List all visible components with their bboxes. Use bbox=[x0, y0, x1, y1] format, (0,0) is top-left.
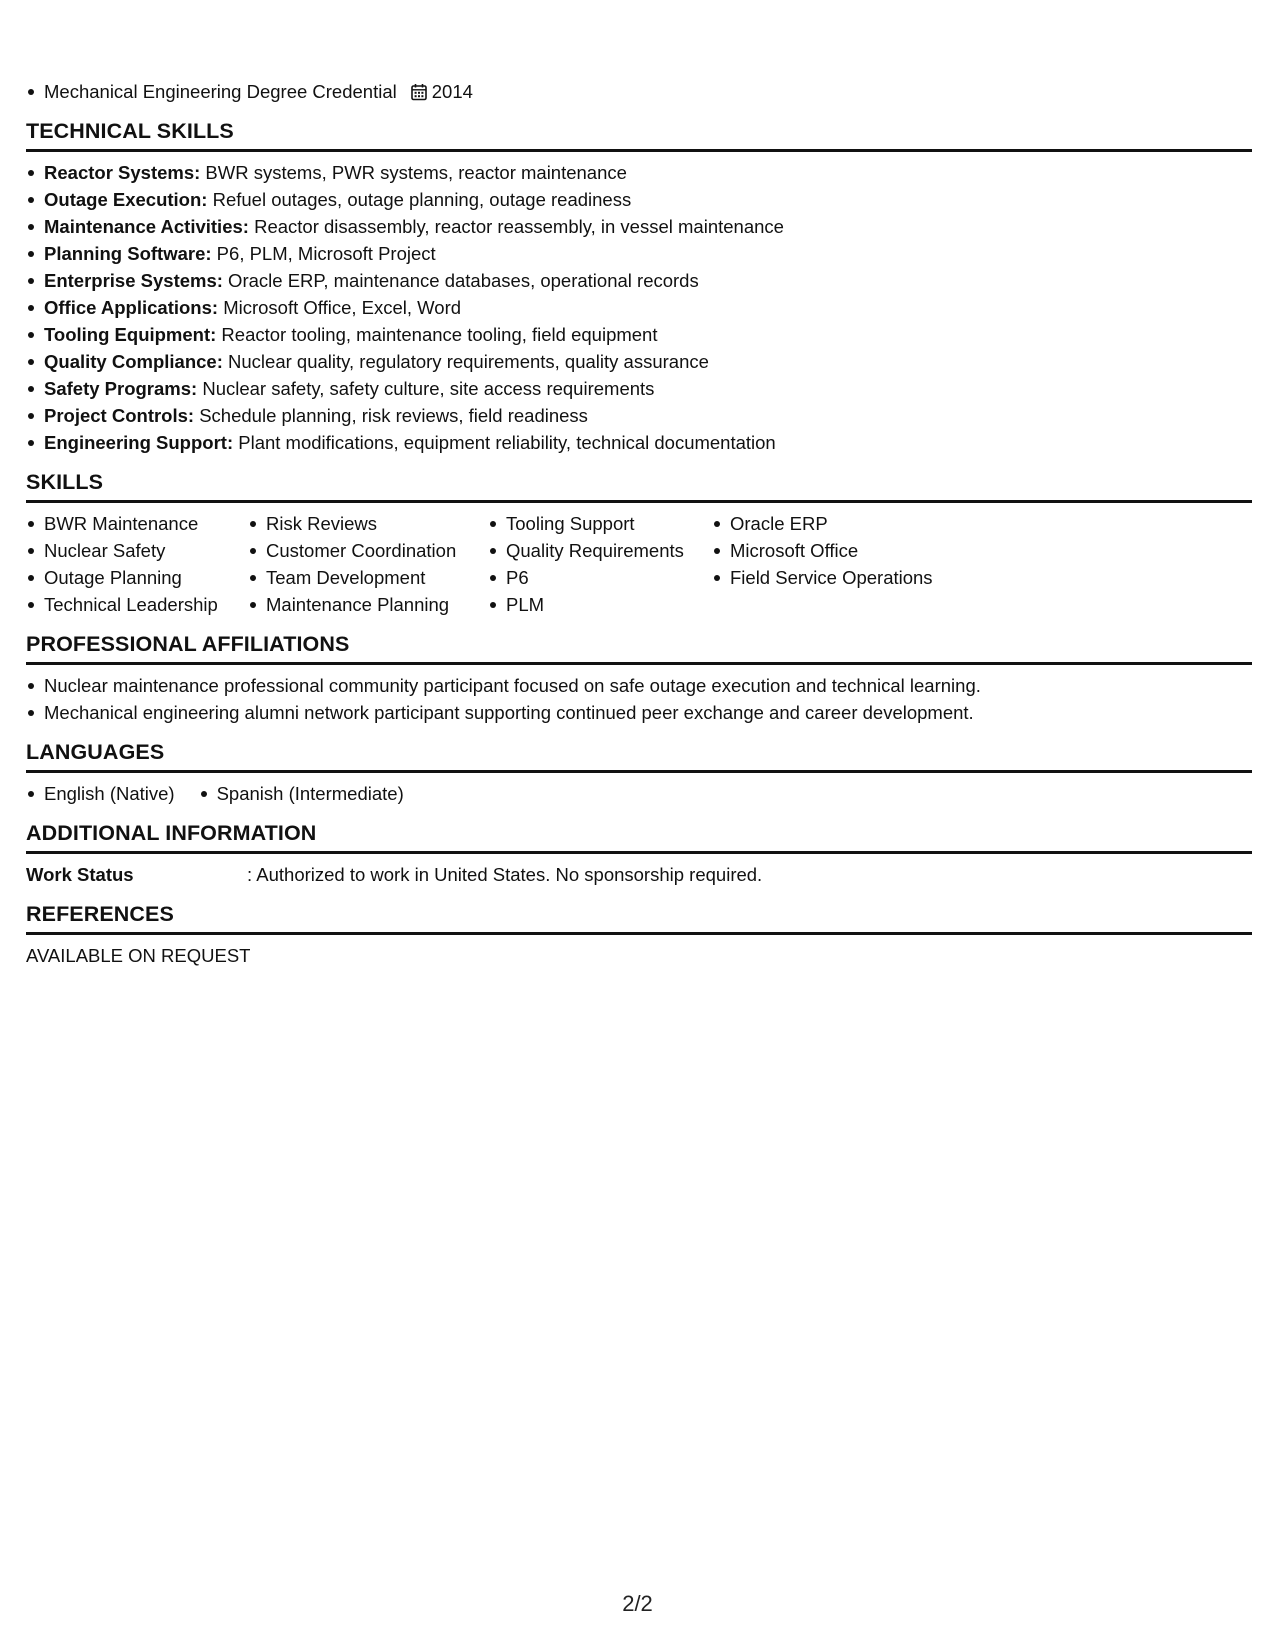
skill-item: Team Development bbox=[248, 564, 466, 591]
technical-skill-item bbox=[26, 348, 1252, 375]
technical-skill-label: Maintenance Activities: bbox=[44, 216, 249, 237]
technical-skill-item bbox=[26, 267, 1252, 294]
technical-skill-label: Tooling Equipment: bbox=[44, 324, 217, 345]
technical-skill-item bbox=[26, 402, 1252, 429]
skill-item: Field Service Operations bbox=[712, 564, 933, 591]
skill-item: Risk Reviews bbox=[248, 510, 466, 537]
additional-info-heading: ADDITIONAL INFORMATION bbox=[26, 819, 1252, 854]
affiliation-item: Nuclear maintenance professional community participant focused on safe outage execution and technical learning. bbox=[26, 672, 1252, 699]
technical-skill-label: Planning Software: bbox=[44, 243, 212, 264]
technical-skill-label: Reactor Systems: bbox=[44, 162, 201, 183]
technical-skill-item bbox=[26, 240, 1252, 267]
skill-item: Maintenance Planning bbox=[248, 591, 466, 618]
skill-item: Nuclear Safety bbox=[26, 537, 226, 564]
technical-skill-value: Nuclear safety, safety culture, site access requirements bbox=[197, 378, 655, 399]
skill-item: Customer Coordination bbox=[248, 537, 466, 564]
skills-column bbox=[26, 510, 226, 618]
work-status-value: : Authorized to work in United States. No sponsorship required. bbox=[247, 864, 763, 885]
technical-skill-value: Microsoft Office, Excel, Word bbox=[218, 297, 462, 318]
education-year: 2014 bbox=[431, 81, 473, 102]
education-credential: Mechanical Engineering Degree Credential bbox=[44, 81, 397, 102]
technical-skill-item bbox=[26, 375, 1252, 402]
skill-item: P6 bbox=[488, 564, 690, 591]
languages-list bbox=[26, 780, 1252, 807]
technical-skills-section bbox=[26, 117, 1252, 456]
education-date bbox=[410, 78, 473, 105]
education-list bbox=[26, 78, 1252, 105]
skill-item: Quality Requirements bbox=[488, 537, 690, 564]
technical-skill-item bbox=[26, 321, 1252, 348]
skill-item: BWR Maintenance bbox=[26, 510, 226, 537]
technical-skill-value: BWR systems, PWR systems, reactor maintenance bbox=[200, 162, 627, 183]
calendar-icon bbox=[410, 83, 428, 101]
affiliations-list bbox=[26, 672, 1252, 726]
education-item bbox=[26, 78, 1252, 105]
skills-heading: SKILLS bbox=[26, 468, 1252, 503]
page-number: 2/2 bbox=[622, 1591, 653, 1616]
references-heading: REFERENCES bbox=[26, 900, 1252, 935]
languages-heading: LANGUAGES bbox=[26, 738, 1252, 773]
skill-item: Oracle ERP bbox=[712, 510, 933, 537]
references-section bbox=[26, 900, 1252, 969]
technical-skill-value: Reactor disassembly, reactor reassembly, in vessel maintenance bbox=[248, 216, 784, 237]
skill-item: Microsoft Office bbox=[712, 537, 933, 564]
technical-skill-label: Outage Execution: bbox=[44, 189, 208, 210]
technical-skill-value: Oracle ERP, maintenance databases, operational records bbox=[222, 270, 699, 291]
technical-skills-heading: TECHNICAL SKILLS bbox=[26, 117, 1252, 152]
technical-skill-label: Enterprise Systems: bbox=[44, 270, 223, 291]
technical-skill-item bbox=[26, 294, 1252, 321]
language-item: Spanish (Intermediate) bbox=[199, 780, 404, 807]
work-status-row bbox=[26, 861, 1252, 888]
skills-column bbox=[488, 510, 690, 618]
technical-skill-item bbox=[26, 429, 1252, 456]
resume-page bbox=[26, 78, 1252, 969]
technical-skill-item bbox=[26, 159, 1252, 186]
technical-skill-item bbox=[26, 213, 1252, 240]
technical-skill-label: Project Controls: bbox=[44, 405, 195, 426]
skills-column bbox=[712, 510, 933, 618]
technical-skill-label: Quality Compliance: bbox=[44, 351, 223, 372]
technical-skill-value: Refuel outages, outage planning, outage readiness bbox=[207, 189, 632, 210]
technical-skills-list bbox=[26, 159, 1252, 456]
technical-skill-value: Nuclear quality, regulatory requirements, quality assurance bbox=[222, 351, 709, 372]
languages-section bbox=[26, 738, 1252, 807]
technical-skill-item bbox=[26, 186, 1252, 213]
skill-item: Technical Leadership bbox=[26, 591, 226, 618]
skills-section bbox=[26, 468, 1252, 618]
skills-column bbox=[248, 510, 466, 618]
additional-info-section bbox=[26, 819, 1252, 888]
technical-skill-label: Engineering Support: bbox=[44, 432, 234, 453]
affiliation-item: Mechanical engineering alumni network participant supporting continued peer exchange and career development. bbox=[26, 699, 1252, 726]
skills-grid bbox=[26, 510, 1252, 618]
skill-item: Outage Planning bbox=[26, 564, 226, 591]
language-item: English (Native) bbox=[26, 780, 175, 807]
affiliations-heading: PROFESSIONAL AFFILIATIONS bbox=[26, 630, 1252, 665]
work-status-label: Work Status bbox=[26, 864, 134, 885]
technical-skill-label: Office Applications: bbox=[44, 297, 219, 318]
technical-skill-label: Safety Programs: bbox=[44, 378, 198, 399]
skill-item: PLM bbox=[488, 591, 690, 618]
technical-skill-value: Plant modifications, equipment reliability, technical documentation bbox=[233, 432, 776, 453]
technical-skill-value: Schedule planning, risk reviews, field readiness bbox=[194, 405, 588, 426]
references-text: AVAILABLE ON REQUEST bbox=[26, 945, 251, 966]
technical-skill-value: Reactor tooling, maintenance tooling, field equipment bbox=[216, 324, 658, 345]
technical-skill-value: P6, PLM, Microsoft Project bbox=[211, 243, 436, 264]
affiliations-section bbox=[26, 630, 1252, 726]
skill-item: Tooling Support bbox=[488, 510, 690, 537]
